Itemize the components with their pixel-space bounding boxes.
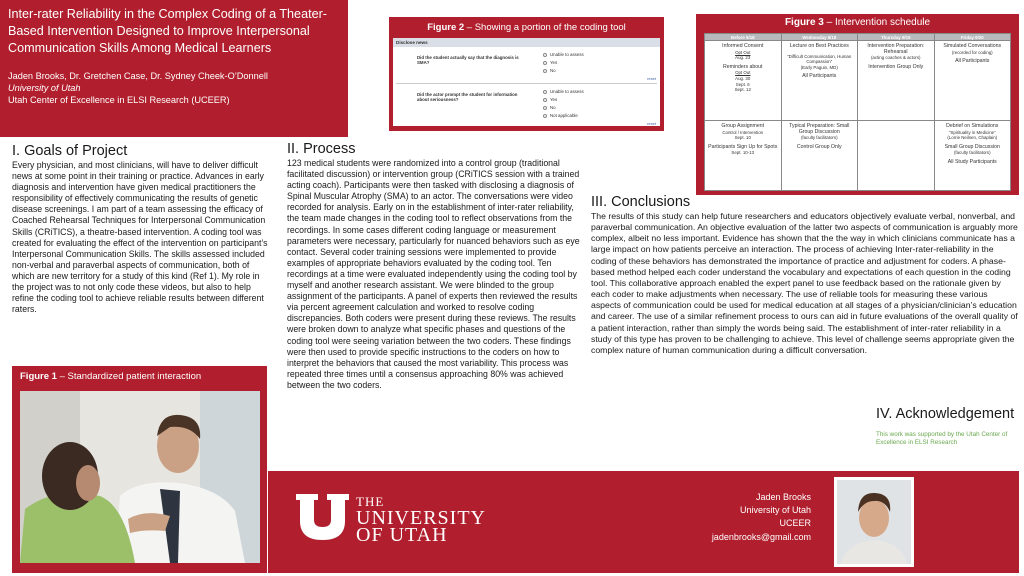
reset-link[interactable]: reset — [647, 76, 656, 81]
acknowledgement-section — [876, 406, 1018, 448]
figure-2-label: Figure 2 — [427, 22, 465, 33]
schedule-cell-line: Aug. 23 — [735, 55, 751, 61]
option-label: No — [550, 68, 556, 73]
schedule-cell-line: Opt Out — [735, 70, 751, 76]
radio-icon[interactable] — [543, 69, 547, 73]
radio-icon[interactable] — [543, 61, 547, 65]
poster-title: Inter-rater Reliability in the Complex Coding of a Theater-Based Intervention Designed to Improve Interpersonal Communication Skills Among Medical Learners — [8, 7, 327, 55]
schedule-column-header: Friday 9/20 — [934, 34, 1011, 41]
schedule-cell-line: “Spirituality in Medicine” — [948, 129, 996, 135]
option-label: Unable to assess — [550, 52, 584, 57]
schedule-cell-line: Participants Sign Up for Spots — [708, 143, 778, 150]
process-body: 123 medical students were randomized into a control group (traditional facilitated discussion) or intervention group (CRiTICS session with a trained acting coach). Participants were then tasked with disclosing a diagnosis of Spinal Muscular Atrophy (SMA) to an actor. The conversations were video recorded for analysis. Early on in the establishment of inter-rater reliability, the team made changes in the coding tool to reflect observations from the recordings. In some cases different coding language or measurement parameters were necessary, particularly for nuanced behaviors such as eye contact. Several coder training sessions were implemented to provide examples of appropriate behaviors evaluated by the coding tool. Ten recordings at a time were evaluated independently using the coding tool by myself and another research assistant. We were blinded to the group assignment of the participants. A panel of experts then reviewed the results via percent agreement calculation and worked to resolve coding discrepancies. Both coders were present during these reviews. The results were broken down to analyze what specific phases and questions of the coding tool were seeing variation between the two coders. These findings were then used to provide specific instructions to the coders on how to interpret the behaviors that caused the most variability. This process was repeated three times until a consensus approaching 80% was achieved between the two coders. — [287, 158, 580, 390]
schedule-cell-line: Control / Intervention — [722, 129, 764, 135]
schedule-cell-line: (recorded for coding) — [951, 49, 993, 55]
schedule-cell-line: Intervention Group Only — [868, 63, 924, 70]
conclusions-heading: III. Conclusions — [591, 194, 691, 210]
schedule-cell-line: All Participants — [955, 58, 990, 65]
schedule-cell-line: (faculty facilitators) — [800, 135, 838, 141]
radio-icon[interactable] — [543, 114, 547, 118]
conclusions-body: The results of this study can help future researchers and educators objectively evaluate verbal, nonverbal, and paraverbal communication. An objective evaluation of the latter two aspects of communication is arguably more complex, albeit no less important. Evidence has shown that the the way in which clinicians communicate has a large impact on how patients perceive an interaction. The process of achieving Inter-rater-reliability in the coding of these behaviors has demonstrated the importance of practice and adjustment for coders. A phase-based method helped each coder understand the vocabulary and expectations of each question in the coding tool. This collaborative approach enabled the expert panel to use feedback based on the rationale given by each coder to make adjustments when necessary. The use of reliable tools for measuring these various aspects of communication could be used for medical education at all stages of a physician/clinician’s education and career. The use of a similar refinement process to ours can aid in future evaluations of the overall quality of a patient interaction, rather than simply the words being said. The establishment of inter-rater reliability in a study of this type has proven to be challenging to achieve. This level of challenge seems appropriate given the complex nature of human communication during a difficult conversation. — [591, 211, 1018, 355]
goals-heading: I. Goals of Project — [12, 143, 128, 159]
acknowledgement-heading: IV. Acknowledgement — [876, 406, 1015, 422]
research-center: Utah Center of Excellence in ELSI Research (UCEER) — [8, 95, 230, 105]
author-headshot — [834, 477, 914, 567]
schedule-cell-line: Opt Out — [735, 49, 751, 55]
figure-2 — [389, 17, 664, 131]
option-label: Yes — [550, 60, 558, 65]
contact-center: UCEER — [779, 518, 811, 529]
university: University of Utah — [8, 83, 81, 93]
schedule-cell-line: Sept. 10-13 — [731, 150, 755, 156]
figure-3 — [696, 14, 1019, 195]
schedule-cell-line: Lecture on Best Practices — [789, 43, 849, 49]
schedule-cell-line: (Lorrie Neilsen, Chaplain) — [947, 135, 998, 141]
coding-tool-section-header: Disclose news — [393, 38, 660, 47]
schedule-cell-line: Sept. 12 — [734, 87, 751, 93]
intervention-schedule-table — [704, 33, 1011, 191]
schedule-column-header: Thursday 9/19 — [858, 34, 935, 41]
schedule-cell-line: Small Group Discussion — [944, 143, 1000, 150]
schedule-cell-line: Reminders about — [722, 63, 763, 70]
schedule-cell-line: Control Group Only — [796, 143, 842, 150]
goals-section — [12, 143, 274, 315]
footer-banner — [268, 471, 1019, 573]
contact-email[interactable]: jadenbrooks@gmail.com — [711, 531, 811, 542]
wordmark-of-utah: OF UTAH — [356, 524, 448, 546]
figure-1 — [12, 366, 267, 573]
standardized-patient-photo — [20, 391, 260, 563]
schedule-cell — [858, 121, 935, 191]
acknowledgement-text: This work was supported by the Utah Center of Excellence in ELSI Research — [876, 431, 1008, 447]
process-heading: II. Process — [287, 141, 356, 157]
option-label: No — [550, 105, 556, 110]
conclusions-section — [591, 194, 1018, 356]
schedule-column-header: Wednesday 9/18 — [781, 34, 858, 41]
coding-question-2-options — [543, 88, 584, 120]
schedule-cell-line: (faculty facilitators) — [953, 150, 991, 156]
schedule-cell-line: Group Assignment — [721, 123, 765, 129]
figure-1-caption: – Standardized patient interaction — [56, 371, 202, 382]
block-u-logo — [296, 494, 349, 540]
schedule-cell — [934, 41, 1011, 121]
wordmark-the: THE — [356, 494, 385, 509]
schedule-cell-line: Debrief on Simulations — [946, 123, 999, 129]
option-label: Unable to assess — [550, 89, 584, 94]
schedule-cell — [705, 41, 782, 121]
title-block — [0, 0, 348, 137]
schedule-cell-line: Sept. 6 — [735, 81, 750, 87]
figure-3-caption: – Intervention schedule — [823, 17, 931, 28]
radio-icon[interactable] — [543, 53, 547, 57]
figure-3-label: Figure 3 — [784, 17, 824, 28]
figure-1-label: Figure 1 — [20, 371, 57, 382]
schedule-cell-line: Intervention Preparation: Rehearsal — [867, 43, 925, 55]
radio-icon[interactable] — [543, 106, 547, 110]
schedule-cell-line: “Difficult Communication, Human Compassion” — [787, 53, 852, 65]
schedule-cell-line: Aug. 30 — [735, 75, 751, 81]
schedule-cell-line: (acting coaches & actors) — [870, 55, 921, 61]
university-wordmark — [356, 493, 486, 544]
schedule-cell-line: Informed Consent — [722, 43, 764, 49]
contact-info — [712, 491, 811, 544]
coding-question-1-options — [543, 51, 584, 75]
figure-2-caption: – Showing a portion of the coding tool — [464, 22, 626, 33]
goals-body: Every physician, and most clinicians, will have to deliver difficult news at some point in their training or practice. Advances in early diagnosis and intervention have given medical practitioners the responsibility of effectively communicating the results of genetic disease screenings. I am part of a team assessing the efficacy of Coached Rehearsal Techniques for Interpersonal Communication Skills (CRiTICS), a theatre-based intervention. A coding tool was created for evaluating the effect of the intervention on participant’s Interpersonal Communication Skills. The skills assessed included non-verbal and paraverbal aspects of communication, both of which are new territory for a study of this kind (Ref 1). My role in the project was to not only code these videos, but also to help refine the coding tool to achieve reliable results between different raters. — [12, 160, 268, 315]
contact-name: Jaden Brooks — [755, 492, 811, 502]
coding-question-2: Did the actor prompt the student for information about seriousness? — [417, 92, 518, 103]
radio-icon[interactable] — [543, 90, 547, 94]
schedule-cell-line: All Participants — [802, 73, 837, 80]
schedule-cell — [858, 41, 935, 121]
schedule-cell-line: Typical Preparation: Small Group Discussion — [789, 123, 850, 135]
radio-icon[interactable] — [543, 98, 547, 102]
authors: Jaden Brooks, Dr. Gretchen Case, Dr. Sydney Cheek-O’Donnell — [8, 71, 268, 81]
schedule-cell-line: All Study Participants — [947, 158, 997, 165]
contact-university: University of Utah — [739, 505, 811, 516]
wordmark-university: UNIVERSITY — [356, 507, 486, 529]
schedule-cell-line: Sept. 10 — [734, 135, 751, 141]
option-label: Yes — [550, 97, 558, 102]
schedule-cell-line: (Early Paguin, MD) — [800, 64, 838, 70]
schedule-cell-line: Simulated Conversations — [943, 43, 1002, 49]
reset-link[interactable]: reset — [647, 121, 656, 126]
schedule-column-header: Before 9/18 — [705, 34, 782, 41]
coding-tool-screenshot — [393, 38, 660, 126]
option-label: Not applicable — [550, 113, 578, 118]
schedule-cell — [781, 121, 858, 191]
process-section — [287, 141, 583, 391]
coding-question-1: Did the student actually say that the diagnosis is SMA? — [417, 55, 519, 66]
schedule-cell — [934, 121, 1011, 191]
schedule-cell — [705, 121, 782, 191]
schedule-cell — [781, 41, 858, 121]
